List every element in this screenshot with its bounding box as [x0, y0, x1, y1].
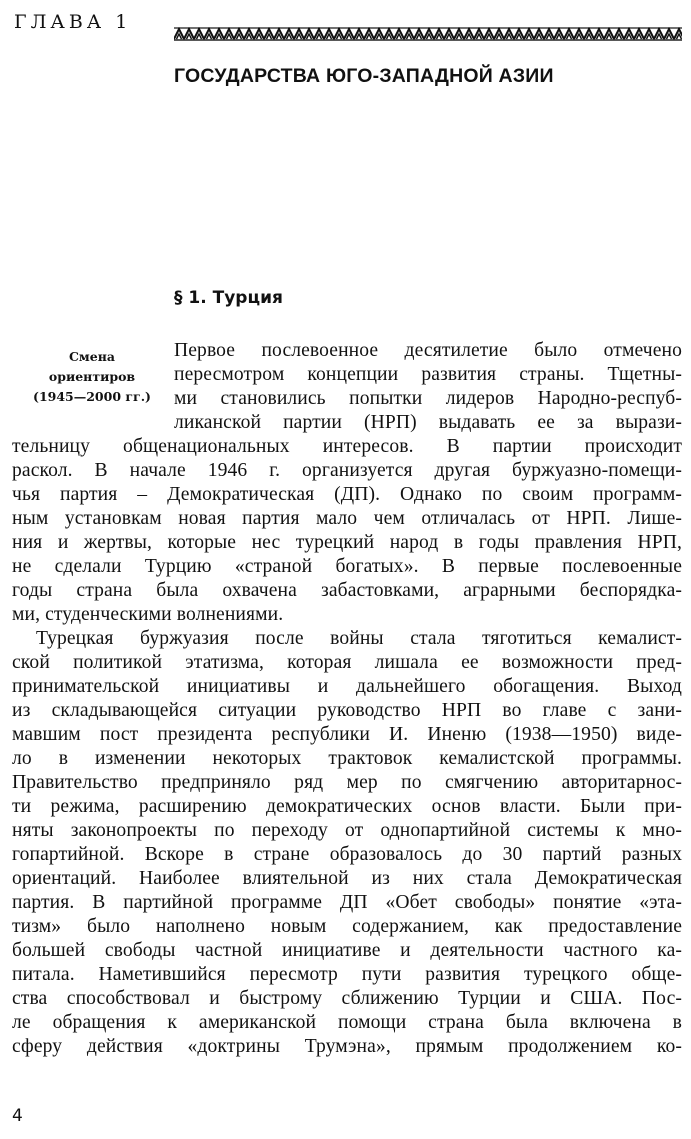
margin-note — [12, 347, 172, 407]
text-line: ориентаций. Наиболее влиятельной из них стала Демократическая — [12, 868, 682, 889]
text-line: партия. В партийной программе ДП «Обет свободы» понятие «эта- — [12, 892, 682, 913]
text-line: ства способствовал и быстрому сближению Турции и США. Пос- — [12, 988, 682, 1009]
text-line: мавшим пост президента республики И. Иненю (1938—1950) виде- — [12, 724, 682, 745]
text-line: ния и жертвы, которые нес турецкий народ в годы правления НРП, — [12, 532, 682, 553]
text-line: ми, студенческими волнениями. — [12, 604, 284, 625]
text-line: ской политикой этатизма, которая лишала ее возможности пред- — [12, 652, 682, 673]
chapter-label: ГЛАВА 1 — [14, 11, 132, 33]
section-title: § 1. Турция — [174, 288, 283, 308]
text-line: из складывающейся ситуации руководство НРП во главе с зани- — [12, 700, 682, 721]
text-line: ти режима, расширению демократических основ власти. Были при- — [12, 796, 682, 817]
text-line: Турецкая буржуазия после войны стала тяготиться кемалист- — [36, 628, 682, 649]
text-line: ми становились попытки лидеров Народно-респуб- — [174, 388, 682, 409]
text-line: ло в изменении некоторых трактовок кемалистской программы. — [12, 748, 682, 769]
text-line: питала. Наметившийся пересмотр пути развития турецкого обще- — [12, 964, 682, 985]
margin-note-line: (1945—2000 гг.) — [33, 389, 151, 404]
text-line: не сделали Турцию «страной богатых». В первые послевоенные — [12, 556, 682, 577]
text-line: ликанской партии (НРП) выдавать ее за вырази- — [174, 412, 682, 433]
ornament-border — [174, 27, 682, 41]
text-line: чья партия – Демократическая (ДП). Однако по своим программ- — [12, 484, 682, 505]
text-line: тельницу общенациональных интересов. В партии происходит — [12, 436, 682, 457]
text-line: Первое послевоенное десятилетие было отмечено — [174, 340, 682, 361]
chapter-title: ГОСУДАРСТВА ЮГО-ЗАПАДНОЙ АЗИИ — [174, 65, 554, 87]
page-number: 4 — [12, 1106, 23, 1126]
margin-note-line: ориентиров — [48, 369, 136, 384]
text-line: сферу действия «доктрины Трумэна», прямым продолжением ко- — [12, 1036, 682, 1057]
text-line: Правительство предприняло ряд мер по смягчению авторитарнос- — [12, 772, 682, 793]
margin-note-line: Смена — [68, 349, 115, 364]
text-line: тизм» было наполнено новым содержанием, как предоставление — [12, 916, 682, 937]
text-line: гопартийной. Вскоре в стране образовалось до 30 партий разных — [12, 844, 682, 865]
text-line: няты законопроекты по переходу от однопартийной системы к мно- — [12, 820, 682, 841]
text-line: ным установкам новая партия мало чем отличалась от НРП. Лише- — [12, 508, 682, 529]
text-line: большей свободы частной инициативе и деятельности частного ка- — [12, 940, 682, 961]
text-line: пересмотром концепции развития страны. Тщетны- — [174, 364, 682, 385]
text-line: раскол. В начале 1946 г. организуется другая буржуазно-помещи- — [12, 460, 682, 481]
text-line: принимательской инициативы и дальнейшего обогащения. Выход — [12, 676, 682, 697]
text-line: годы страна была охвачена забастовками, аграрными беспорядка- — [12, 580, 682, 601]
text-line: ле обращения к американской помощи страна была включена в — [12, 1012, 682, 1033]
